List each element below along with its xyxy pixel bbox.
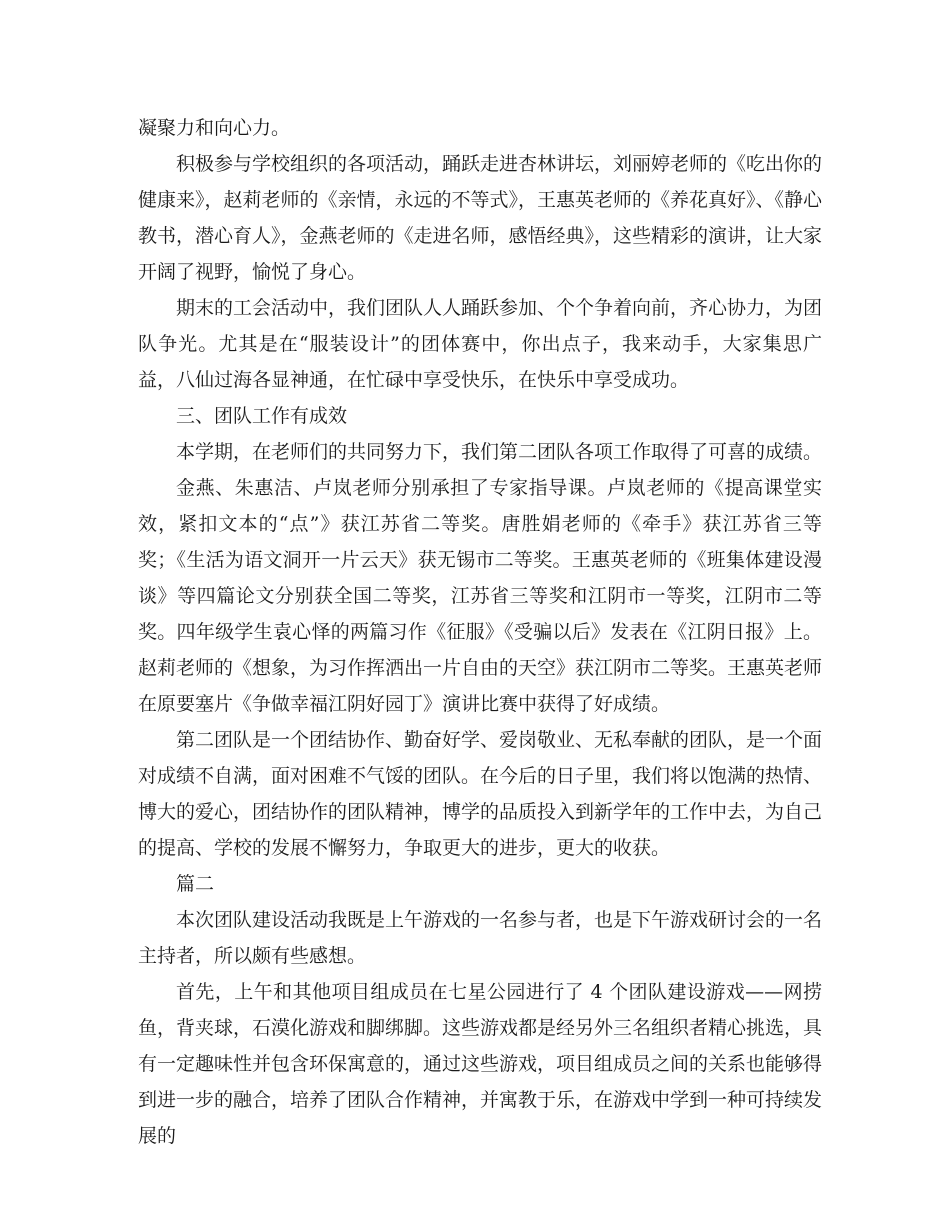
paragraph-continuation: 凝聚力和向心力。: [138, 117, 291, 139]
section-heading-part-two: 篇二: [176, 873, 215, 895]
paragraph-union-activity: 期末的工会活动中，我们团队人人踊跃参加、个个争着向前，齐心协力，为团队争光。尤其是在“服装设计”的团体赛中，你出点子，我来动手，大家集思广益，八仙过海各显神通，在忙碌中享受快乐，在快乐中享受成功。: [138, 297, 823, 391]
section-heading-results: 三、团队工作有成效: [176, 405, 348, 427]
paragraph-games: 首先，上午和其他项目组成员在七星公园进行了 4 个团队建设游戏——网捞鱼，背夹球，石漠化游戏和脚绑脚。这些游戏都是经另外三名组织者精心挑选，具有一定趣味性并包含环保寓意的，通过这些游戏，项目组成员之间的关系也能够得到进一步的融合，培养了团队合作精神，并寓教于乐，在游戏中学到一种可持续发展的: [138, 981, 823, 1147]
paragraph-team-building-intro: 本次团队建设活动我既是上午游戏的一名参与者，也是下午游戏研讨会的一名主持者，所以颇有些感想。: [138, 909, 823, 967]
document-body: [138, 110, 822, 1154]
paragraph-team-outlook: 第二团队是一个团结协作、勤奋好学、爱岗敬业、无私奉献的团队，是一个面对成绩不自满，面对困难不气馁的团队。在今后的日子里，我们将以饱满的热情、博大的爱心，团结协作的团队精神，博学的品质投入到新学年的工作中去，为自己的提高、学校的发展不懈努力，争取更大的进步，更大的收获。: [138, 729, 823, 859]
paragraph-activities: 积极参与学校组织的各项活动，踊跃走进杏林讲坛，刘丽婷老师的《吃出你的健康来》，赵莉老师的《亲情，永远的不等式》，王惠英老师的《养花真好》、《静心教书，潜心育人》，金燕老师的《走进名师，感悟经典》，这些精彩的演讲，让大家开阔了视野，愉悦了身心。: [138, 153, 823, 283]
paragraph-awards: 金燕、朱惠洁、卢岚老师分别承担了专家指导课。卢岚老师的《提高课堂实效，紧扣文本的“点”》获江苏省二等奖。唐胜娟老师的《牵手》获江苏省三等奖；《生活为语文洞开一片云天》获无锡市二等奖。王惠英老师的《班集体建设漫谈》等四篇论文分别获全国二等奖，江苏省三等奖和江阴市一等奖，江阴市二等奖。四年级学生袁心怿的两篇习作《征服》《受骗以后》发表在《江阴日报》上。赵莉老师的《想象，为习作挥洒出一片自由的天空》获江阴市二等奖。王惠英老师在原要塞片《争做幸福江阴好园丁》演讲比赛中获得了好成绩。: [138, 477, 823, 715]
paragraph-semester-summary: 本学期，在老师们的共同努力下，我们第二团队各项工作取得了可喜的成绩。: [176, 441, 823, 463]
